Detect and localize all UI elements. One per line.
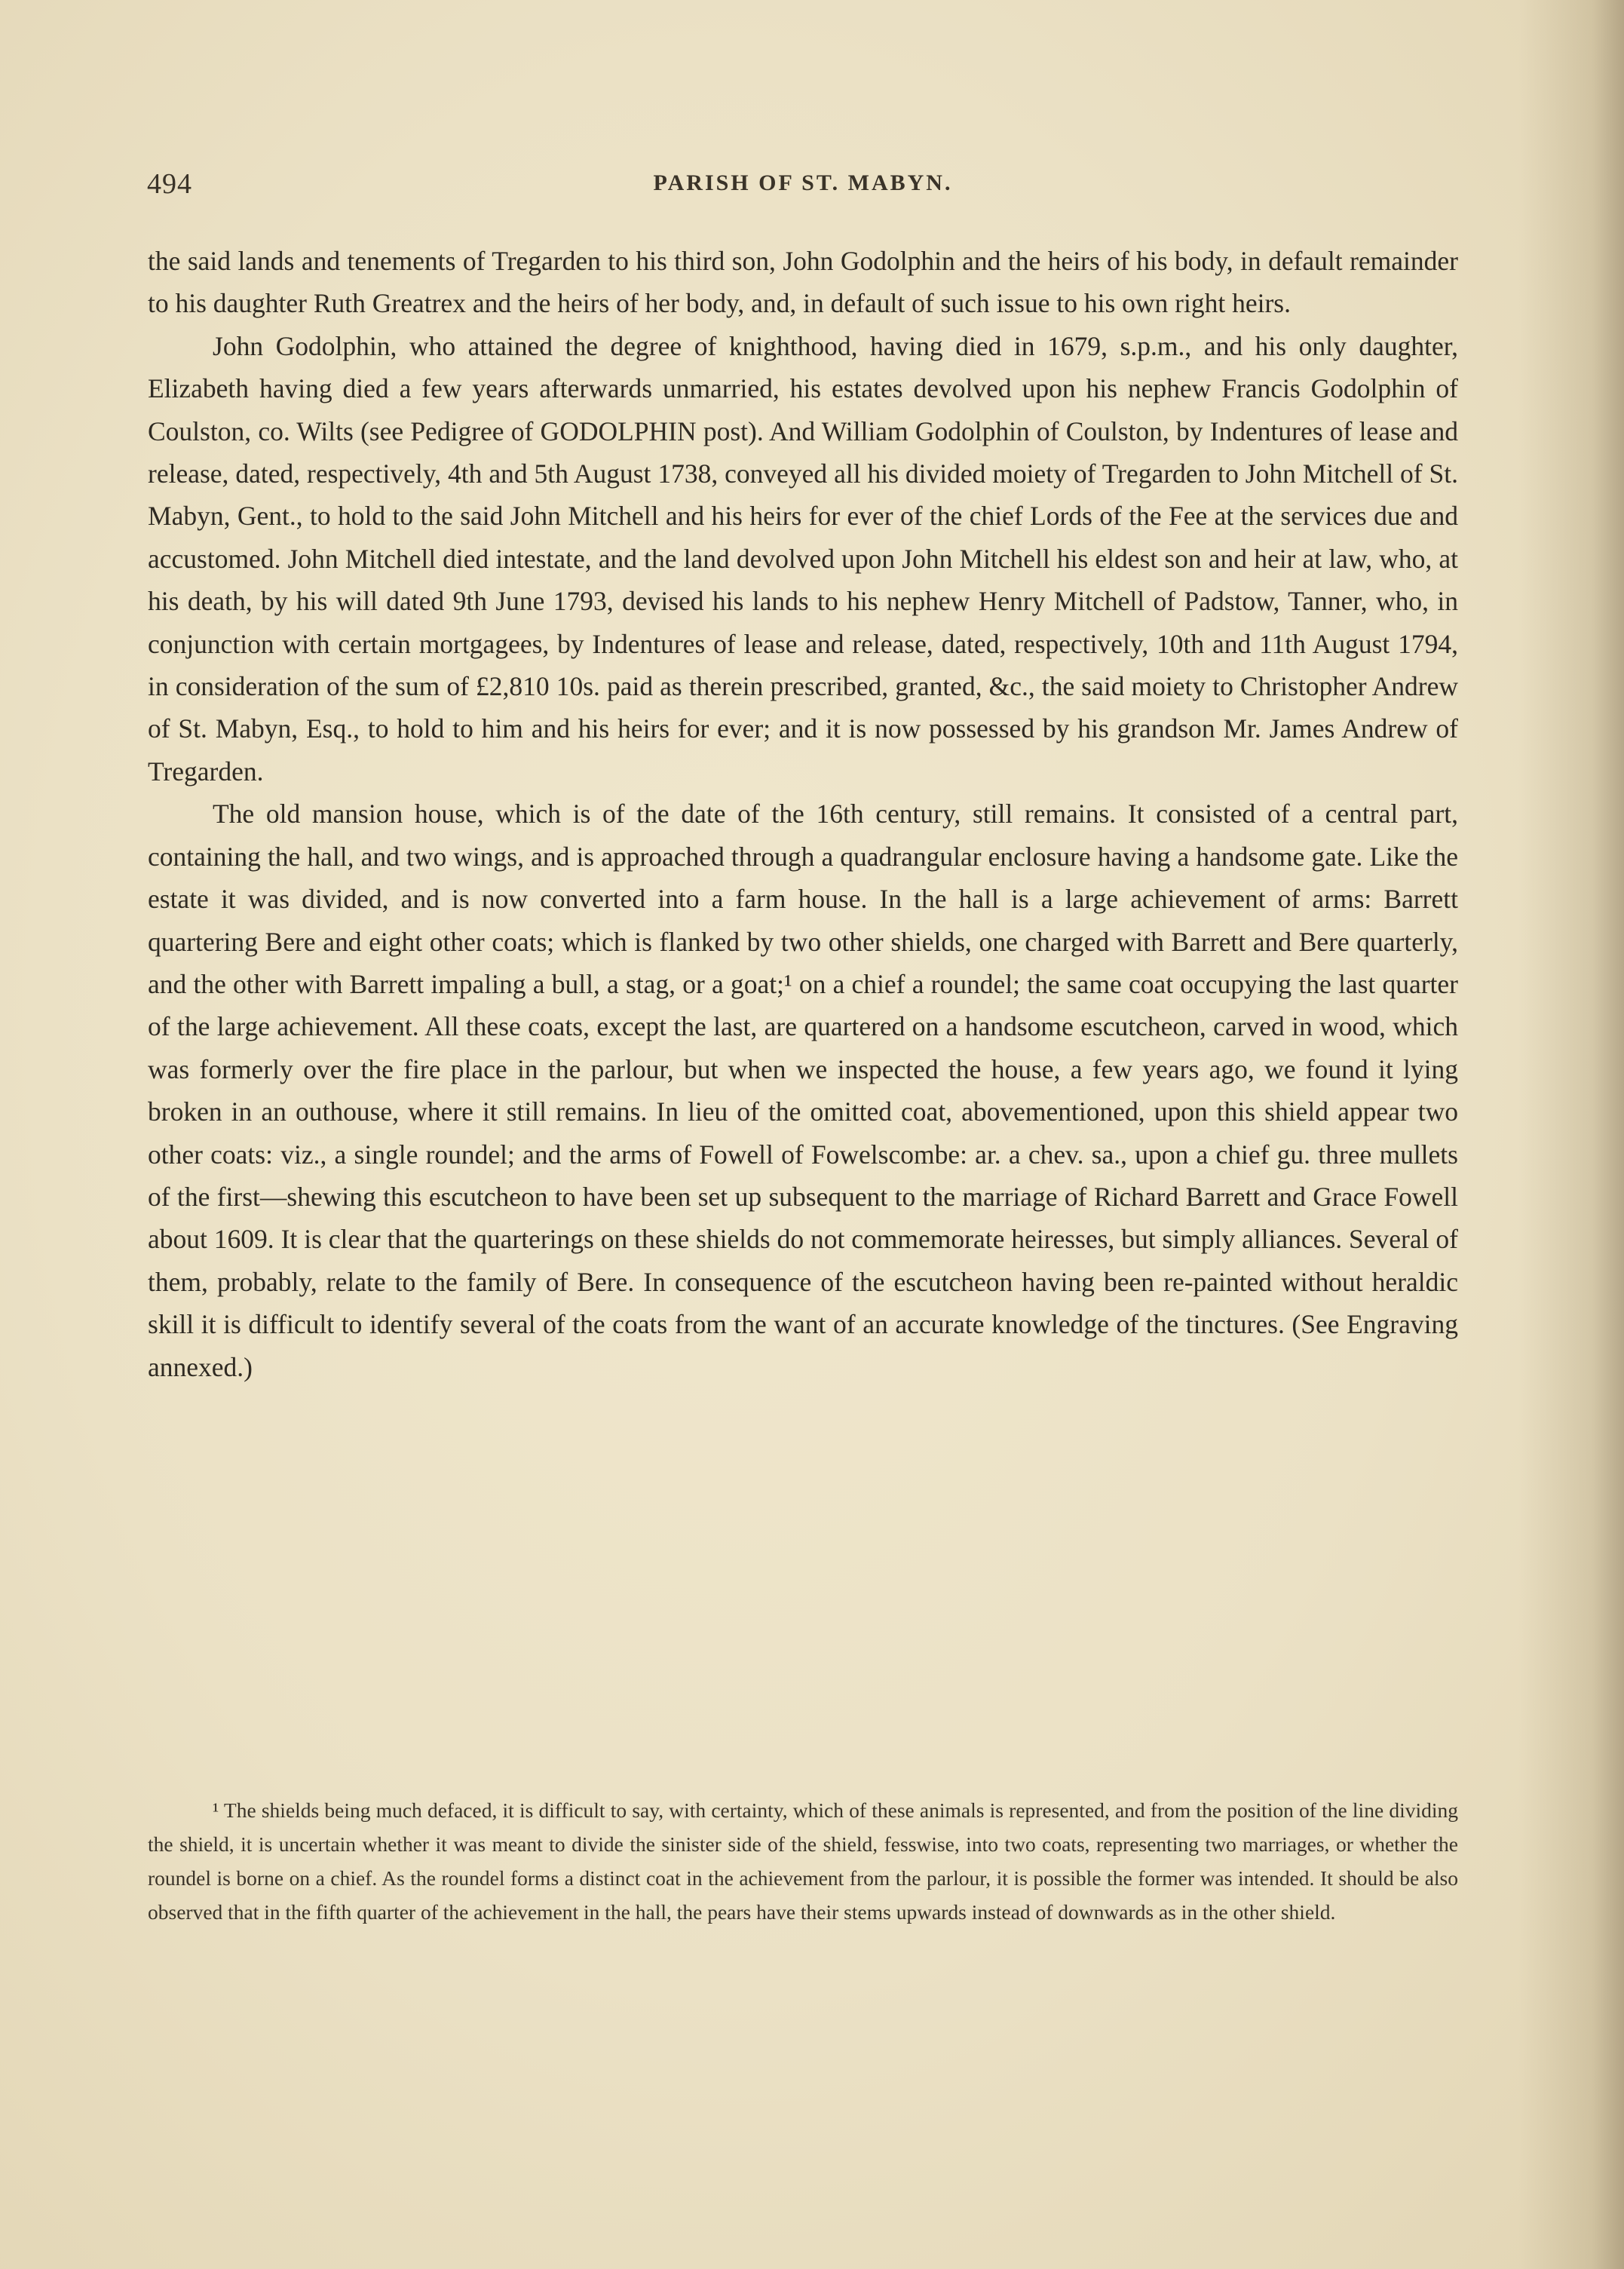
footnote-1: ¹ The shields being much defaced, it is difficult to say, with certainty, which of these animals is represented, and from the position of the line dividing the shield, it is uncertain whether it was meant to divide the sinister side of the shield, fesswise, into two coats, representing two marriages, or whether the roundel is borne on a chief. As the roundel forms a distinct coat in the achievement from the parlour, it is possible the former was intended. It should be also observed that in the fifth quarter of the achievement in the hall, the pears have their stems upwards instead of downwards as in the other shield.	[148, 1798, 1458, 1924]
footnotes	[148, 1793, 1458, 1929]
paragraph-2: John Godolphin, who attained the degree of knighthood, having died in 1679, s.p.m., and his only daughter, Elizabeth having died a few years afterwards unmarried, his estates devolved upon his nephew Francis Godolphin of Coulston, co. Wilts (see Pedigree of GODOLPHIN post). And William Godolphin of Coulston, by Indentures of lease and release, dated, respectively, 4th and 5th August 1738, conveyed all his divided moiety of Tregarden to John Mitchell of St. Mabyn, Gent., to hold to the said John Mitchell and his heirs for ever of the chief Lords of the Fee at the services due and accustomed. John Mitchell died intestate, and the land devolved upon John Mitchell his eldest son and heir at law, who, at his death, by his will dated 9th June 1793, devised his lands to his nephew Henry Mitchell of Padstow, Tanner, who, in conjunction with certain mortgagees, by Indentures of lease and release, dated, respectively, 10th and 11th August 1794, in consideration of the sum of £2,810 10s. paid as therein prescribed, granted, &c., the said moiety to Christopher Andrew of St. Mabyn, Esq., to hold to him and his heirs for ever; and it is now possessed by his grandson Mr. James Andrew of Tregarden.	[148, 330, 1458, 786]
page-header	[147, 167, 1459, 213]
running-head: PARISH OF ST. MABYN.	[653, 170, 953, 195]
paragraph-1: the said lands and tenements of Tregarden to his third son, John Godolphin and the heirs of his body, in default remainder to his daughter Ruth Greatrex and the heirs of her body, and, in default of such issue to his own right heirs.	[148, 246, 1458, 319]
paragraph-3: The old mansion house, which is of the date of the 16th century, still remains. It consisted of a central part, containing the hall, and two wings, and is approached through a quadrangular enclosure having a handsome gate. Like the estate it was divided, and is now converted into a farm house. In the hall is a large achievement of arms: Barrett quartering Bere and eight other coats; which is flanked by two other shields, one charged with Barrett and Bere quarterly, and the other with Barrett impaling a bull, a stag, or a goat;¹ on a chief a roundel; the same coat occupying the last quarter of the large achievement. All these coats, except the last, are quartered on a handsome escutcheon, carved in wood, which was formerly over the fire place in the parlour, but when we inspected the house, a few years ago, we found it lying broken in an outhouse, where it still remains. In lieu of the omitted coat, abovementioned, upon this shield appear two other coats: viz., a single roundel; and the arms of Fowell of Fowelscombe: ar. a chev. sa., upon a chief gu. three mullets of the first—shewing this escutcheon to have been set up subsequent to the marriage of Richard Barrett and Grace Fowell about 1609. It is clear that the quarterings on these shields do not commemorate heiresses, but simply alliances. Several of them, probably, relate to the family of Bere. In consequence of the escutcheon having been re-painted without heraldic skill it is difficult to identify several of the coats from the want of an accurate knowledge of the tinctures. (See Engraving annexed.)	[148, 799, 1458, 1382]
page-number: 494	[147, 168, 192, 200]
page-edge-shadow	[1518, 0, 1624, 2269]
main-text	[148, 240, 1458, 1388]
